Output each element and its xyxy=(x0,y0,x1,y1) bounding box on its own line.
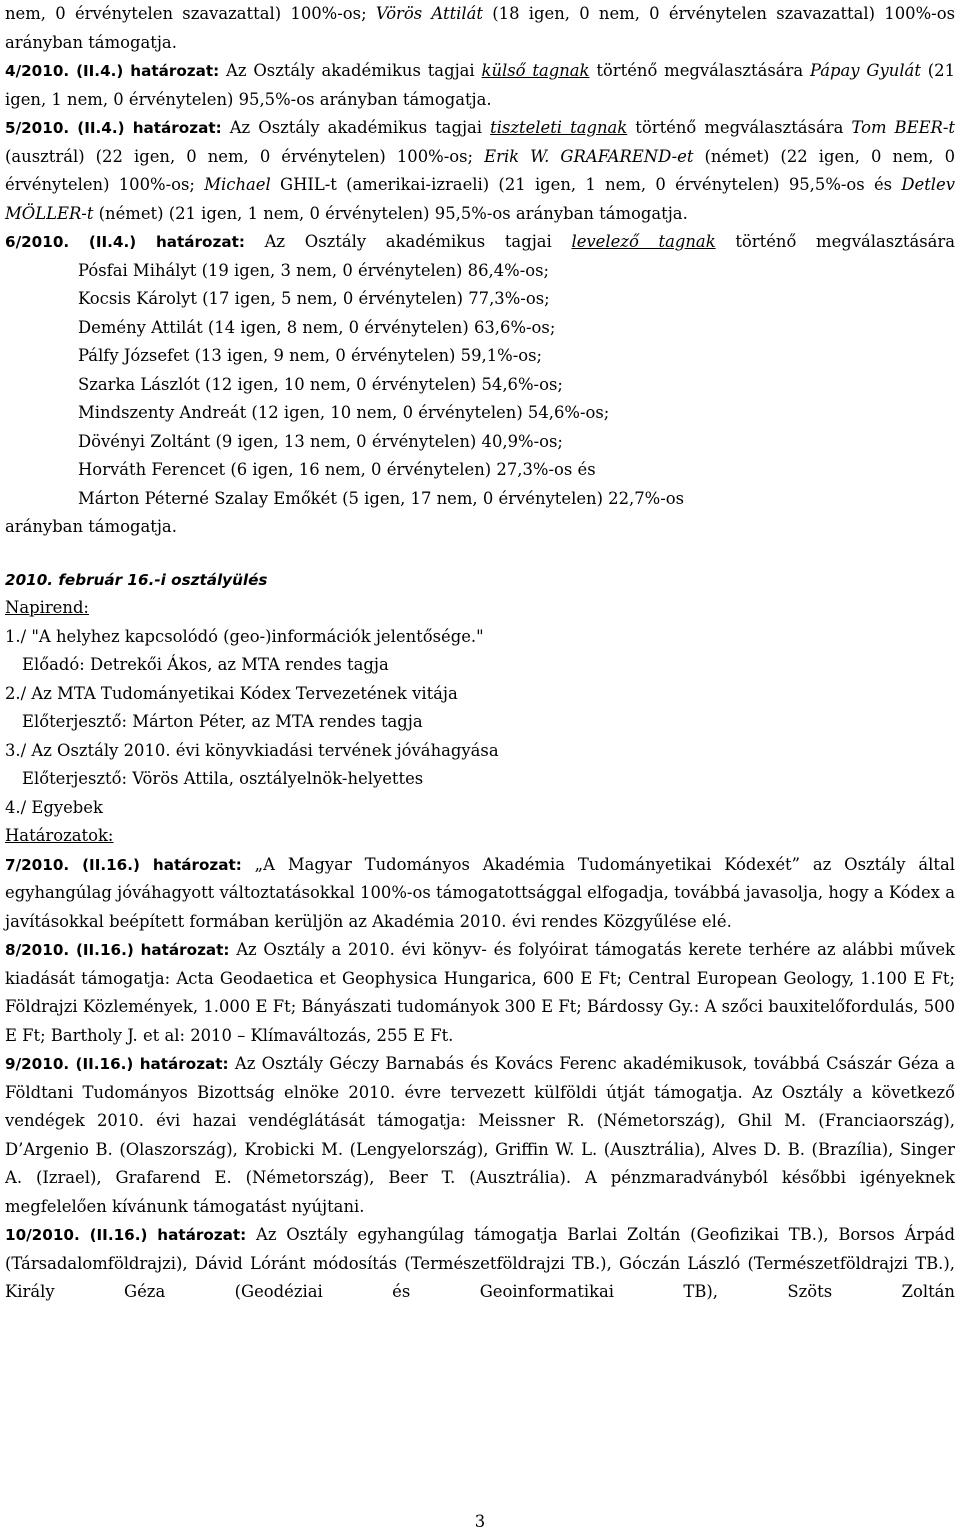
nominee-line: Mindszenty Andreát (12 igen, 10 nem, 0 érvénytelen) 54,6%-os; xyxy=(78,403,610,422)
paragraph-decision-6 xyxy=(5,228,955,257)
decision-number: 4/2010. (II.4.) határozat: xyxy=(5,62,220,80)
person-name: Pápay Gyulát xyxy=(809,61,921,80)
person-name: Erik W. GRAFAREND-et xyxy=(484,146,694,166)
text: Az Osztály akadémikus tagjai xyxy=(244,232,572,251)
decision-number: 8/2010. (II.16.) határozat: xyxy=(5,941,230,959)
text: Az Osztály egyhangúlag támogatja Barlai Zoltán (Geofizikai TB.), Borsos Árpád (Társadalomföldrajzi), Dávid Lóránt módosítás (Természetföldrajzi TB.), Góczán László (Természetföldrajzi TB.), Király Géza (Geodéziai és Geoinformatikai TB), Szöts Zoltán xyxy=(5,1225,955,1301)
text: Az Osztály akadémikus tagjai xyxy=(221,118,491,137)
text: (német) (21 igen, 1 nem, 0 érvénytelen) 95,5%-os arányban támogatja. xyxy=(93,203,688,223)
paragraph-decision-4 xyxy=(5,0,955,114)
person-name: Vörös Attilát xyxy=(375,4,483,23)
nominee-line: Pósfai Mihályt (19 igen, 3 nem, 0 érvénytelen) 86,4%-os; xyxy=(78,260,550,280)
text: Az Osztály a 2010. évi könyv- és folyóirat támogatás kerete terhére az alábbi művek kiadását támogatja: Acta Geodaetica et Geophysica Hungarica, 600 E Ft; Central European Geology, 1.100 E Ft; Földrajzi Közlemények, 1.000 E Ft; Bányászati tudományok 300 E Ft; Bárdossy Gy.: A szőci bauxitelőfordulás, 500 E Ft; Bartholy J. et al: 2010 – Klímaváltozás, 255 E Ft. xyxy=(5,940,955,1045)
text: GHIL-t (amerikai-izraeli) (21 igen, 1 nem, 0 érvénytelen) 95,5%-os és xyxy=(270,175,902,194)
paragraph-decision-7 xyxy=(5,851,955,937)
decision-number: 6/2010. (II.4.) határozat: xyxy=(5,233,245,251)
paragraph-decision-10 xyxy=(5,1221,955,1307)
text: (21 igen, 1 nem, 0 érvénytelen) 95,5%-os arányban támogatja. xyxy=(5,61,956,109)
agenda-label: Napirend: xyxy=(5,598,89,617)
member-role: tiszteleti tagnak xyxy=(490,118,628,137)
agenda-item: 1./ "A helyhez kapcsolódó (geo-)információk jelentősége." xyxy=(5,626,484,646)
decision-number: 9/2010. (II.16.) határozat: xyxy=(5,1055,229,1073)
text: Az Osztály akadémikus tagjai xyxy=(219,61,482,80)
nominee-line: Pálfy Józsefet (13 igen, 9 nem, 0 érvénytelen) 59,1%-os; xyxy=(78,346,543,365)
nominee-line: Horváth Ferencet (6 igen, 16 nem, 0 érvénytelen) 27,3%-os és xyxy=(78,460,596,479)
person-name: Detlev MÖLLER-t xyxy=(5,175,956,223)
text: (18 igen, 0 nem, 0 érvénytelen szavazattal) 100%-os arányban támogatja. xyxy=(5,4,955,52)
person-name: Michael xyxy=(204,175,271,194)
text: (ausztrál) (22 igen, 0 nem, 0 érvénytelen) 100%-os; xyxy=(5,146,485,166)
agenda-presenter: Előadó: Detrekői Ákos, az MTA rendes tagja xyxy=(22,655,389,674)
decision-number: 10/2010. (II.16.) határozat: xyxy=(5,1226,247,1244)
paragraph-decision-9 xyxy=(5,1050,955,1221)
agenda-item: 2./ Az MTA Tudományetikai Kódex Tervezetének vitája xyxy=(5,683,458,703)
text: (német) (22 igen, 0 nem, 0 érvénytelen) 100%-os; xyxy=(5,146,956,194)
text: arányban támogatja. xyxy=(5,517,177,536)
nominee-line: Demény Attilát (14 igen, 8 nem, 0 érvénytelen) 63,6%-os; xyxy=(78,317,556,337)
nominee-line: Dövényi Zoltánt (9 igen, 13 nem, 0 érvénytelen) 40,9%-os; xyxy=(78,431,563,451)
paragraph-decision-5 xyxy=(5,114,955,228)
text: történő megválasztására xyxy=(627,118,852,137)
meeting-date-heading: 2010. február 16.-i osztályülés xyxy=(5,570,268,589)
decision-number: 7/2010. (II.16.) határozat: xyxy=(5,855,242,874)
text: történő megválasztására xyxy=(589,61,810,80)
nominee-line: Kocsis Károlyt (17 igen, 5 nem, 0 érvénytelen) 77,3%-os; xyxy=(78,289,550,308)
text: „A Magyar Tudományos Akadémia Tudományetikai Kódexét” az Osztály által egyhangúlag jóváhagyott változtatásokkal 100%-os támogatottsággal elfogadja, továbbá javasolja, hogy a Kódex a javításokkal beépített formában kerüljön az Akadémia 2010. évi rendes Közgyűlése elé. xyxy=(5,854,955,931)
page-number: 3 xyxy=(474,1512,486,1531)
agenda-presenter: Előterjesztő: Márton Péter, az MTA rendes tagja xyxy=(22,712,423,731)
paragraph-decision-8 xyxy=(5,936,955,1050)
text: történő megválasztására xyxy=(715,232,956,251)
decision-number: 5/2010. (II.4.) határozat: xyxy=(5,119,222,137)
member-role: külső tagnak xyxy=(481,61,590,80)
agenda-item: 3./ Az Osztály 2010. évi könyvkiadási tervének jóváhagyása xyxy=(5,740,499,760)
text: nem, 0 érvénytelen szavazattal) 100%-os; xyxy=(5,4,376,23)
agenda-item: 4./ Egyebek xyxy=(5,797,103,817)
text: Az Osztály Géczy Barnabás és Kovács Ferenc akadémikusok, továbbá Császár Géza a Földtani Tudományos Bizottság elnöke 2010. évre tervezett külföldi útját támogatja. Az Osztály a következő vendégek 2010. évi hazai vendéglátását támogatja: Meissner R. (Németország), Ghil M. (Franciaország), D’Argenio B. (Olaszország), Krobicki M. (Lengyelország), Griffin W. L. (Ausztrália), Alves D. B. (Brazília), Singer A. (Izrael), Grafarend E. (Németország), Beer T. (Ausztrália). A pénzmaradványból későbbi igényeknek megfelelően kívánunk támogatást nyújtani. xyxy=(5,1054,955,1216)
nominee-line: Márton Péterné Szalay Emőkét (5 igen, 17 nem, 0 érvénytelen) 22,7%-os xyxy=(78,488,685,508)
member-role: levelező tagnak xyxy=(571,232,716,251)
document-body xyxy=(5,0,955,1307)
nominee-line: Szarka Lászlót (12 igen, 10 nem, 0 érvénytelen) 54,6%-os; xyxy=(78,374,563,394)
decisions-label: Határozatok: xyxy=(5,826,114,845)
agenda-presenter: Előterjesztő: Vörös Attila, osztályelnök-helyettes xyxy=(22,769,424,788)
person-name: Tom BEER-t xyxy=(851,118,955,137)
